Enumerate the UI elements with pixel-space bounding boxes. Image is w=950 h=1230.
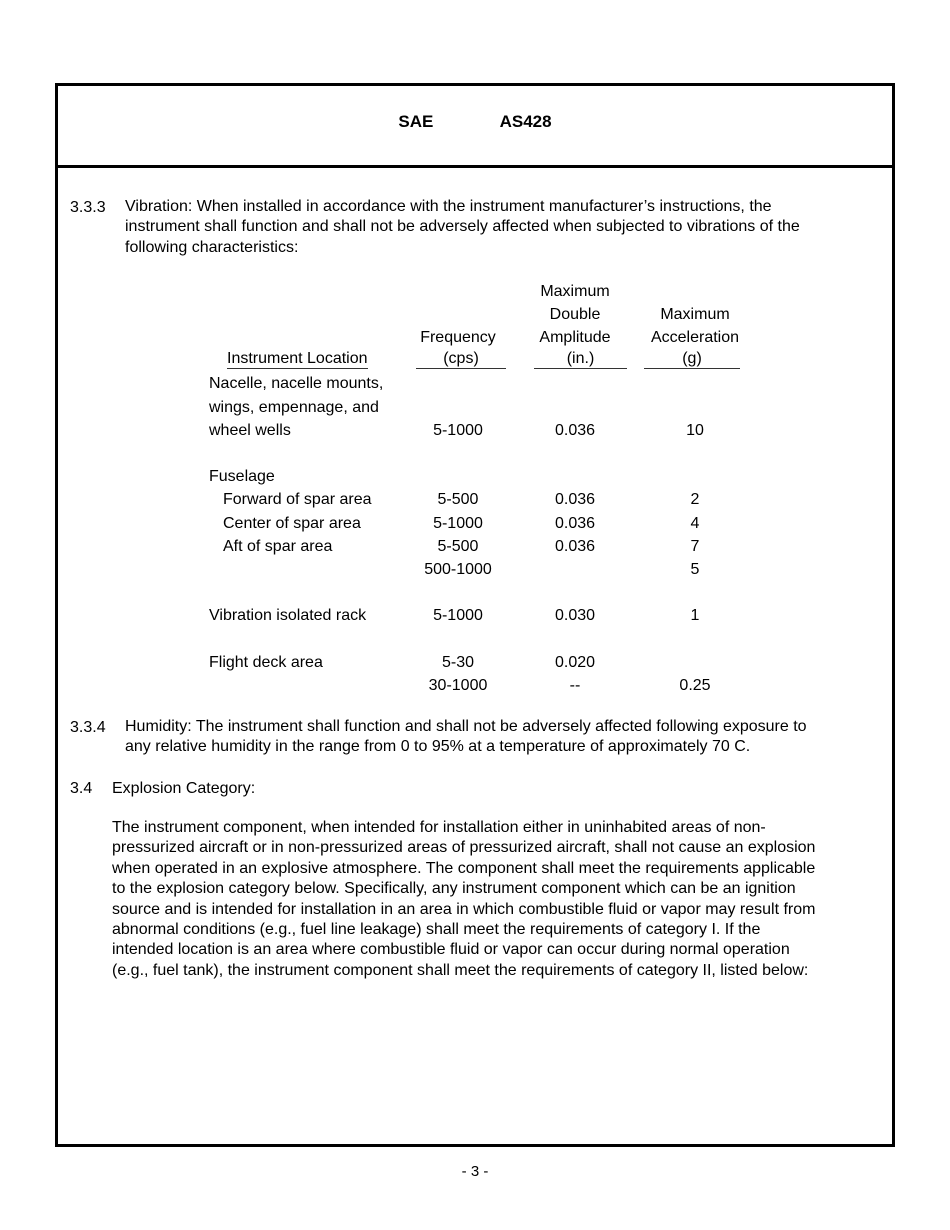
text-line: instrument shall function and shall not be adversely affected when subjected to vibrations of the (125, 218, 800, 236)
table-row (200, 465, 760, 488)
amplitude-cell: -- (569, 676, 581, 694)
header-amplitude: Maximum (540, 282, 610, 300)
acceleration-cell: 0.25 (679, 676, 711, 694)
frequency-cell: 5-30 (441, 653, 475, 671)
acceleration-cell: 7 (690, 537, 700, 555)
text-line: source and is intended for installation in an area in which combustible fluid or vapor may result from (112, 900, 816, 918)
frequency-cell: 30-1000 (428, 676, 488, 694)
table-row (200, 651, 760, 674)
location-cell: Vibration isolated rack (209, 607, 367, 625)
amplitude-cell: 0.036 (554, 514, 596, 532)
amplitude-cell: 0.020 (554, 653, 596, 671)
text-line: abnormal conditions (e.g., fuel line leakage) shall meet the requirements of category I. If the (112, 921, 761, 939)
table-row (200, 535, 760, 558)
frequency-cell: 500-1000 (424, 560, 492, 578)
text-line: Vibration: When installed in accordance with the instrument manufacturer’s instructions, the (125, 198, 772, 215)
table-column-headers (200, 349, 760, 372)
table-row (200, 419, 760, 442)
header-amplitude: Amplitude (539, 328, 611, 346)
table-row (200, 488, 760, 511)
acceleration-cell: 10 (686, 421, 704, 439)
text-line: (e.g., fuel tank), the instrument component shall meet the requirements of category II, listed below: (112, 961, 809, 979)
header-frequency: Frequency (420, 328, 496, 346)
frequency-cell: 5-500 (437, 491, 479, 509)
table-row (200, 512, 760, 535)
column-header-acceleration: (g) (644, 349, 740, 369)
column-header-location: Instrument Location (227, 350, 368, 368)
header-divider (55, 165, 895, 168)
location-cell: Fuselage (209, 468, 275, 486)
column-header-frequency: (cps) (416, 349, 506, 369)
location-cell: Nacelle, nacelle mounts, (209, 375, 384, 393)
location-cell: wheel wells (209, 421, 291, 439)
table-row (200, 581, 760, 604)
section-number-3-3-3: 3.3.3 (70, 199, 106, 216)
frequency-cell: 5-1000 (433, 607, 483, 625)
table-row (200, 558, 760, 581)
table-row (200, 628, 760, 651)
header-acceleration: Acceleration (650, 328, 740, 346)
table-row (200, 674, 760, 697)
table-header-line (200, 326, 760, 349)
location-cell: wings, empennage, and (209, 398, 379, 416)
location-cell: Flight deck area (209, 653, 323, 671)
amplitude-cell: 0.036 (554, 491, 596, 509)
acceleration-cell: 1 (690, 607, 700, 625)
location-cell: Center of spar area (223, 514, 361, 532)
location-cell: Aft of spar area (223, 537, 333, 555)
section-number-3-3-4: 3.3.4 (70, 719, 106, 736)
acceleration-cell: 4 (690, 514, 700, 532)
table-row (200, 604, 760, 627)
table-row (200, 442, 760, 465)
section-3-3-4-text (125, 717, 807, 758)
table-header-line (200, 303, 760, 326)
text-line: following characteristics: (125, 238, 299, 256)
table-row (200, 372, 760, 395)
text-line: Humidity: The instrument shall function and shall not be adversely affected following exposure to (125, 718, 807, 735)
header-amplitude: Double (549, 305, 601, 323)
text-line: intended location is an area where combustible fluid or vapor can occur during normal operation (112, 941, 790, 959)
header-acceleration: Maximum (660, 305, 730, 323)
text-line: pressurized aircraft or in non-pressurized areas of pressurized aircraft, shall not cause an explosion (112, 839, 816, 857)
document-title: SAE AS428 (398, 112, 552, 131)
amplitude-cell: 0.036 (554, 421, 596, 439)
section-3-4-heading: Explosion Category: (112, 780, 256, 797)
frequency-cell: 5-500 (437, 537, 479, 555)
table-row (200, 396, 760, 419)
page-number: - 3 - (461, 1163, 489, 1180)
section-3-3-3-text (125, 197, 800, 258)
text-line: The instrument component, when intended for installation either in uninhabited areas of non- (112, 819, 766, 836)
column-header-amplitude: (in.) (534, 349, 627, 369)
location-cell: Forward of spar area (223, 491, 372, 509)
text-line: to the explosion category below. Specifically, any instrument component which can be an ignition (112, 880, 796, 898)
section-3-4-text (112, 818, 815, 981)
frequency-cell: 5-1000 (433, 421, 483, 439)
table-header-line (200, 280, 760, 303)
frequency-cell: 5-1000 (433, 514, 483, 532)
amplitude-cell: 0.030 (554, 607, 596, 625)
text-line: when operated in an explosive atmosphere. The component shall meet the requirements applicable (112, 859, 816, 877)
amplitude-cell: 0.036 (554, 537, 596, 555)
text-line: any relative humidity in the range from 0 to 95% at a temperature of approximately 70 C. (125, 738, 751, 756)
acceleration-cell: 5 (690, 560, 700, 578)
section-number-3-4: 3.4 (70, 780, 93, 797)
acceleration-cell: 2 (690, 491, 700, 509)
